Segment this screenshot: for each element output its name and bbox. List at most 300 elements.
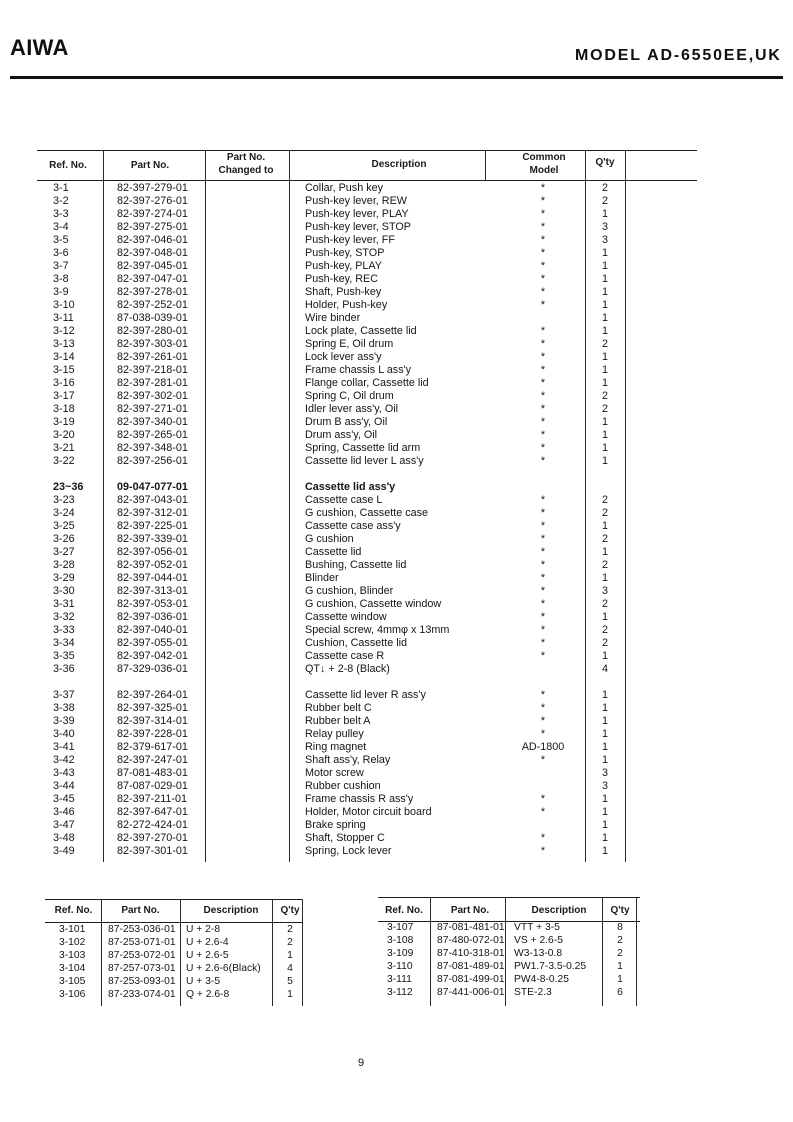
parts-row (0, 689, 793, 702)
parts-row (0, 754, 793, 767)
cell-common: * (540, 754, 546, 766)
cell-ref: 3-16 (53, 377, 75, 389)
col-header-qty: Q'ty (280, 905, 300, 916)
cell-ref: 3-3 (53, 208, 69, 220)
parts-row (0, 416, 793, 429)
parts-row (0, 325, 793, 338)
cell-common: * (540, 689, 546, 701)
parts-row (0, 585, 793, 598)
cell-part: 82-397-042-01 (117, 650, 188, 662)
col-header-ref: Ref. No. (385, 905, 423, 916)
cell-common: * (540, 793, 546, 805)
cell-part: 82-397-270-01 (117, 832, 188, 844)
cell-qty: 1 (601, 208, 608, 220)
parts-row (0, 377, 793, 390)
cell-description: W3-13-0.8 (514, 948, 563, 959)
cell-part: 82-379-617-01 (117, 741, 188, 753)
cell-common: * (540, 364, 546, 376)
cell-ref: 3-10 (53, 299, 75, 311)
parts-row (0, 364, 793, 377)
col-header-part: Part No. (450, 905, 490, 916)
cell-description: PW1.7-3.5-0.25 (514, 961, 587, 972)
cell-part: 82-397-278-01 (117, 286, 188, 298)
cell-description: QT↓ + 2-8 (Black) (305, 663, 390, 675)
cell-ref: 3-111 (387, 974, 412, 985)
small-table-right-body (0, 921, 793, 1001)
parts-row (0, 624, 793, 637)
cell-ref: 3-26 (53, 533, 75, 545)
cell-description: Cassette case R (305, 650, 385, 662)
cell-description: Idler lever ass'y, Oil (305, 403, 399, 415)
cell-part: 82-397-046-01 (117, 234, 188, 246)
cell-description: Spring C, Oil drum (305, 390, 394, 402)
cell-part: 82-397-055-01 (117, 637, 188, 649)
cell-description: STE-2.3 (514, 987, 552, 998)
parts-row (0, 351, 793, 364)
cell-part: 82-397-040-01 (117, 624, 188, 636)
cell-part: 87-253-072-01 (108, 950, 176, 961)
assembly-row (0, 481, 793, 494)
cell-ref: 3-105 (59, 976, 86, 987)
cell-ref: 3-1 (53, 182, 69, 194)
cell-ref: 3-14 (53, 351, 75, 363)
cell-description: Push-key lever, PLAY (305, 208, 409, 220)
parts-row (0, 221, 793, 234)
column-divider (485, 150, 486, 180)
cell-common: * (540, 260, 546, 272)
cell-part: 82-397-218-01 (117, 364, 188, 376)
cell-ref: 3-34 (53, 637, 75, 649)
cell-ref: 3-36 (53, 663, 75, 675)
small-parts-row (0, 921, 793, 934)
cell-common: * (540, 637, 546, 649)
cell-description: Lock lever ass'y (305, 351, 382, 363)
parts-row (0, 247, 793, 260)
cell-part: 82-397-228-01 (117, 728, 188, 740)
cell-description: Rubber belt A (305, 715, 371, 727)
cell-part: 87-253-093-01 (108, 976, 176, 987)
parts-row (0, 598, 793, 611)
cell-qty: 2 (601, 533, 608, 545)
cell-ref: 3-22 (53, 455, 75, 467)
cell-qty: 1 (601, 325, 608, 337)
cell-ref: 3-30 (53, 585, 75, 597)
cell-ref: 3-48 (53, 832, 75, 844)
parts-row (0, 767, 793, 780)
cell-common: * (540, 559, 546, 571)
parts-row (0, 611, 793, 624)
cell-common: * (540, 208, 546, 220)
cell-ref: 3-103 (59, 950, 86, 961)
cell-ref: 3-37 (53, 689, 75, 701)
cell-common: * (540, 507, 546, 519)
cell-qty: 1 (601, 832, 608, 844)
cell-ref: 3-19 (53, 416, 75, 428)
cell-part: 82-397-647-01 (117, 806, 188, 818)
cell-description: Bushing, Cassette lid (305, 559, 407, 571)
cell-description: Frame chassis R ass'y (305, 793, 414, 805)
cell-description: Shaft ass'y, Relay (305, 754, 391, 766)
cell-description: Blinder (305, 572, 339, 584)
col-header-ref: Ref. No. (54, 905, 93, 916)
parts-row (0, 520, 793, 533)
main-table-body (0, 182, 793, 872)
cell-common: * (540, 325, 546, 337)
cell-common: * (540, 650, 546, 662)
cell-common: * (540, 546, 546, 558)
cell-description: Ring magnet (305, 741, 367, 753)
cell-qty: 1 (287, 950, 293, 961)
cell-part: 82-397-044-01 (117, 572, 188, 584)
cell-part: 82-397-303-01 (117, 338, 188, 350)
cell-description: Lock plate, Cassette lid (305, 325, 417, 337)
cell-qty: 1 (617, 961, 623, 972)
parts-row (0, 533, 793, 546)
cell-ref: 3-27 (53, 546, 75, 558)
cell-description: Holder, Motor circuit board (305, 806, 432, 818)
cell-common: * (540, 403, 546, 415)
cell-qty: 1 (601, 520, 608, 532)
cell-description: G cushion, Cassette window (305, 598, 442, 610)
cell-qty: 1 (601, 793, 608, 805)
cell-qty: 3 (601, 221, 608, 233)
cell-ref: 3-15 (53, 364, 75, 376)
cell-qty: 2 (287, 924, 293, 935)
cell-qty: 1 (601, 377, 608, 389)
cell-qty: 2 (617, 935, 623, 946)
parts-row (0, 793, 793, 806)
parts-row (0, 455, 793, 468)
cell-description: Push-key lever, STOP (305, 221, 412, 233)
cell-description: Collar, Push key (305, 182, 384, 194)
cell-common: * (540, 273, 546, 285)
parts-row (0, 572, 793, 585)
cell-common: * (540, 286, 546, 298)
cell-qty: 4 (601, 663, 608, 675)
cell-ref: 3-102 (59, 937, 86, 948)
cell-qty: 1 (601, 312, 608, 324)
cell-qty: 3 (601, 767, 608, 779)
cell-qty: 1 (601, 650, 608, 662)
cell-description: PW4-8-0.25 (514, 974, 569, 985)
cell-common: * (540, 520, 546, 532)
cell-description: Spring, Cassette lid arm (305, 442, 421, 454)
cell-ref: 3-45 (53, 793, 75, 805)
cell-qty: 1 (601, 546, 608, 558)
cell-part: 82-397-252-01 (117, 299, 188, 311)
cell-part: 82-397-265-01 (117, 429, 188, 441)
col-header-qty: Q'ty (610, 905, 630, 916)
parts-row (0, 663, 793, 676)
cell-qty: 1 (601, 364, 608, 376)
header-rule (10, 76, 783, 79)
cell-ref: 3-9 (53, 286, 69, 298)
cell-common: * (540, 455, 546, 467)
cell-description: Wire binder (305, 312, 361, 324)
parts-row (0, 728, 793, 741)
cell-description: U + 2.6-5 (186, 950, 229, 961)
cell-qty: 2 (601, 637, 608, 649)
parts-row (0, 403, 793, 416)
cell-common: AD-1800 (521, 741, 565, 753)
cell-qty: 2 (601, 624, 608, 636)
cell-qty: 4 (287, 963, 293, 974)
cell-part: 87-253-036-01 (108, 924, 176, 935)
parts-row (0, 338, 793, 351)
cell-common: * (540, 442, 546, 454)
cell-ref: 3-28 (53, 559, 75, 571)
cell-description: Cassette lid lever R ass'y (305, 689, 426, 701)
table-top-rule (45, 899, 302, 900)
cell-ref: 3-4 (53, 221, 69, 233)
cell-ref: 3-101 (59, 924, 86, 935)
cell-qty: 1 (601, 741, 608, 753)
cell-description: Shaft, Push-key (305, 286, 382, 298)
small-parts-row (0, 973, 793, 986)
cell-ref: 3-23 (53, 494, 75, 506)
cell-description: Holder, Push-key (305, 299, 388, 311)
cell-qty: 2 (601, 182, 608, 194)
cell-qty: 1 (601, 286, 608, 298)
cell-ref: 3-39 (53, 715, 75, 727)
cell-description: Cushion, Cassette lid (305, 637, 408, 649)
cell-description: Frame chassis L ass'y (305, 364, 412, 376)
cell-ref: 3-107 (387, 922, 414, 933)
cell-part: 82-397-052-01 (117, 559, 188, 571)
cell-part: 87-480-072-01 (437, 935, 505, 946)
cell-qty: 5 (287, 976, 293, 987)
small-parts-row (0, 986, 793, 999)
col-header-common-line2: Model (529, 165, 559, 176)
cell-ref: 3-29 (53, 572, 75, 584)
parts-row (0, 819, 793, 832)
cell-qty: 3 (601, 780, 608, 792)
parts-row (0, 637, 793, 650)
cell-part: 82-397-312-01 (117, 507, 188, 519)
cell-ref: 3-110 (387, 961, 413, 972)
col-header-description: Description (371, 159, 427, 170)
cell-part: 87-441-006-01 (437, 987, 505, 998)
parts-row (0, 546, 793, 559)
cell-qty: 1 (601, 416, 608, 428)
cell-part: 82-272-424-01 (117, 819, 188, 831)
cell-qty: 1 (601, 299, 608, 311)
cell-description: Q + 2.6-8 (186, 989, 230, 1000)
cell-common: * (540, 299, 546, 311)
cell-description: Cassette lid (305, 546, 362, 558)
cell-qty: 1 (287, 989, 293, 1000)
parts-row (0, 741, 793, 754)
cell-ref: 23~36 (53, 481, 84, 493)
cell-common: * (540, 247, 546, 259)
cell-description: Special screw, 4mmφ x 13mm (305, 624, 450, 636)
cell-qty: 1 (601, 806, 608, 818)
cell-qty: 1 (601, 351, 608, 363)
parts-row (0, 442, 793, 455)
cell-part: 87-233-074-01 (108, 989, 176, 1000)
cell-description: Brake spring (305, 819, 366, 831)
cell-part: 82-397-274-01 (117, 208, 188, 220)
cell-part: 82-397-339-01 (117, 533, 188, 545)
cell-ref: 3-17 (53, 390, 75, 402)
cell-description: Spring, Lock lever (305, 845, 392, 857)
cell-ref: 3-8 (53, 273, 69, 285)
parts-row (0, 845, 793, 858)
cell-common: * (540, 234, 546, 246)
parts-row (0, 195, 793, 208)
cell-qty: 1 (601, 429, 608, 441)
cell-part: 82-397-325-01 (117, 702, 188, 714)
cell-part: 87-081-499-01 (437, 974, 505, 985)
cell-ref: 3-47 (53, 819, 75, 831)
cell-part: 87-081-481-01 (437, 922, 505, 933)
cell-ref: 3-108 (387, 935, 414, 946)
cell-ref: 3-49 (53, 845, 75, 857)
cell-common: * (540, 338, 546, 350)
parts-row (0, 260, 793, 273)
cell-ref: 3-11 (53, 312, 74, 324)
cell-ref: 3-25 (53, 520, 75, 532)
cell-qty: 1 (601, 689, 608, 701)
parts-row (0, 702, 793, 715)
cell-qty: 8 (617, 922, 623, 933)
cell-ref: 3-42 (53, 754, 75, 766)
cell-description: Motor screw (305, 767, 364, 779)
cell-common: * (540, 598, 546, 610)
cell-part: 82-397-280-01 (117, 325, 188, 337)
cell-part: 82-397-301-01 (117, 845, 188, 857)
cell-part: 82-397-313-01 (117, 585, 188, 597)
cell-part: 82-397-261-01 (117, 351, 188, 363)
cell-part: 87-087-029-01 (117, 780, 188, 792)
cell-qty: 1 (601, 247, 608, 259)
parts-row (0, 650, 793, 663)
col-header-common-line1: Common (522, 152, 566, 163)
cell-description: Push-key, PLAY (305, 260, 383, 272)
cell-ref: 3-5 (53, 234, 69, 246)
parts-row (0, 780, 793, 793)
cell-common: * (540, 533, 546, 545)
col-header-qty: Q'ty (595, 157, 615, 168)
cell-ref: 3-35 (53, 650, 75, 662)
page-number: 9 (357, 1057, 365, 1069)
cell-ref: 3-104 (59, 963, 86, 974)
cell-qty: 1 (601, 728, 608, 740)
cell-description: Drum ass'y, Oil (305, 429, 378, 441)
cell-qty: 1 (601, 702, 608, 714)
small-parts-row (0, 934, 793, 947)
cell-qty: 1 (601, 754, 608, 766)
cell-part: 82-397-314-01 (117, 715, 188, 727)
cell-description: Cassette case L (305, 494, 383, 506)
cell-description: Push-key, REC (305, 273, 378, 285)
col-header-part: Part No. (121, 905, 160, 916)
cell-qty: 2 (601, 338, 608, 350)
small-parts-row (0, 947, 793, 960)
cell-ref: 3-21 (53, 442, 75, 454)
parts-row (0, 312, 793, 325)
cell-qty: 1 (601, 819, 608, 831)
cell-ref: 3-31 (53, 598, 75, 610)
cell-common: * (540, 845, 546, 857)
cell-qty: 3 (601, 585, 608, 597)
cell-qty: 3 (601, 234, 608, 246)
cell-common: * (540, 195, 546, 207)
cell-description: Cassette lid lever L ass'y (305, 455, 424, 467)
cell-description: Cassette case ass'y (305, 520, 401, 532)
cell-ref: 3-32 (53, 611, 75, 623)
cell-common: * (540, 806, 546, 818)
parts-row (0, 390, 793, 403)
cell-part: 82-397-302-01 (117, 390, 188, 402)
col-header-changed-line1: Part No. (226, 152, 266, 163)
cell-ref: 3-38 (53, 702, 75, 714)
cell-common: * (540, 728, 546, 740)
cell-description: U + 2.6-6(Black) (186, 963, 261, 974)
cell-part: 82-397-225-01 (117, 520, 188, 532)
cell-description: Cassette lid ass'y (305, 481, 396, 493)
cell-part: 82-397-256-01 (117, 455, 188, 467)
cell-part: 82-397-048-01 (117, 247, 188, 259)
cell-description: Drum B ass'y, Oil (305, 416, 388, 428)
cell-part: 82-397-340-01 (117, 416, 188, 428)
cell-description: Push-key lever, FF (305, 234, 396, 246)
cell-description: Shaft, Stopper C (305, 832, 385, 844)
cell-qty: 2 (617, 948, 623, 959)
cell-part: 82-397-275-01 (117, 221, 188, 233)
cell-ref: 3-106 (59, 989, 86, 1000)
cell-common: * (540, 715, 546, 727)
cell-part: 82-397-211-01 (117, 793, 188, 805)
cell-ref: 3-18 (53, 403, 75, 415)
parts-row (0, 299, 793, 312)
cell-ref: 3-40 (53, 728, 75, 740)
cell-qty: 1 (601, 260, 608, 272)
cell-part: 82-397-276-01 (117, 195, 188, 207)
cell-qty: 2 (601, 390, 608, 402)
cell-part: 82-397-053-01 (117, 598, 188, 610)
cell-ref: 3-24 (53, 507, 75, 519)
table-top-rule (37, 150, 697, 151)
cell-description: Rubber cushion (305, 780, 381, 792)
cell-qty: 1 (601, 442, 608, 454)
cell-qty: 6 (617, 987, 623, 998)
cell-part: 87-410-318-01 (437, 948, 505, 959)
cell-common: * (540, 585, 546, 597)
parts-row (0, 715, 793, 728)
parts-row (0, 806, 793, 819)
cell-ref: 3-2 (53, 195, 69, 207)
cell-common: * (540, 624, 546, 636)
cell-common: * (540, 390, 546, 402)
cell-common: * (540, 416, 546, 428)
col-header-description: Description (203, 905, 259, 916)
col-header-changed-line2: Changed to (218, 165, 274, 176)
cell-part: 82-397-043-01 (117, 494, 188, 506)
cell-ref: 3-7 (53, 260, 69, 272)
cell-description: Rubber belt C (305, 702, 372, 714)
cell-common: * (540, 832, 546, 844)
parts-row (0, 286, 793, 299)
cell-part: 87-038-039-01 (117, 312, 188, 324)
cell-ref: 3-109 (387, 948, 414, 959)
cell-part: 82-397-271-01 (117, 403, 188, 415)
cell-common: * (540, 377, 546, 389)
cell-description: G cushion, Blinder (305, 585, 394, 597)
cell-ref: 3-44 (53, 780, 75, 792)
cell-part: 82-397-264-01 (117, 689, 188, 701)
cell-part: 82-397-036-01 (117, 611, 188, 623)
